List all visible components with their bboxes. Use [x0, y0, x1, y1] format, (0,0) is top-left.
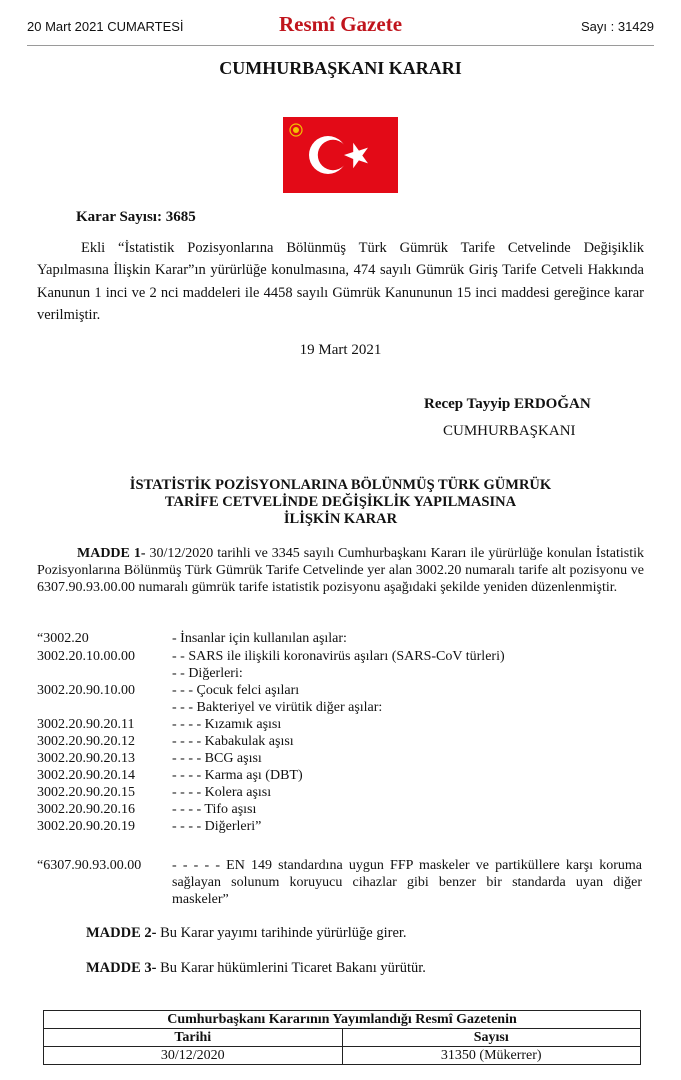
annex-title-line-1: İSTATİSTİK POZİSYONLARINA BÖLÜNMÜŞ TÜRK GÜMRÜK	[129, 477, 552, 493]
tariff-code: 3002.20.90.10.00	[37, 683, 135, 698]
tariff-code: 3002.20.90.20.19	[37, 819, 135, 834]
publication-table-caption: Cumhurbaşkanı Kararının Yayımlandığı Resmî Gazetenin	[44, 1011, 641, 1029]
turkish-flag-icon	[283, 117, 398, 193]
tariff-description: - - - - Kolera aşısı	[172, 785, 272, 800]
tariff-code: 3002.20.90.20.13	[37, 751, 135, 766]
tariff-description: - - - - BCG aşısı	[172, 751, 262, 766]
publication-number-value: 31350 (Mükerrer)	[342, 1047, 641, 1065]
publication-date-value: 30/12/2020	[44, 1047, 343, 1065]
tariff-description: - - - - Kabakulak aşısı	[172, 734, 294, 749]
tariff-description: - - - - - EN 149 standardına uygun FFP maskeler ve partiküllere karşı koruma sağlayan solunum koruyucu cihazlar gibi benzer bir standarda uyan diğer maskeler”	[172, 858, 642, 908]
publication-table	[43, 1010, 641, 1065]
crescent-inner	[318, 140, 348, 170]
tariff-description: - - - - Karma aşı (DBT)	[172, 768, 303, 783]
article-3-label: MADDE 3-	[86, 960, 157, 976]
decision-date: 19 Mart 2021	[299, 342, 382, 358]
tariff-code: 3002.20.90.20.15	[37, 785, 135, 800]
annex-title-line-2: TARİFE CETVELİNDE DEĞİŞİKLİK YAPILMASINA	[164, 494, 517, 510]
publication-date-header: Tarihi	[44, 1029, 343, 1047]
tariff-description: - - Diğerleri:	[172, 666, 243, 681]
article-2	[86, 925, 407, 942]
page-title: CUMHURBAŞKANI KARARI	[219, 58, 462, 78]
gazette-title: Resmî Gazete	[278, 12, 403, 36]
tariff-description: - - - Bakteriyel ve virütik diğer aşılar:	[172, 700, 383, 715]
tariff-description: - - - - Diğerleri”	[172, 819, 262, 834]
publication-number-header: Sayısı	[342, 1029, 641, 1047]
article-1-text: 30/12/2020 tarihli ve 3345 sayılı Cumhurbaşkanı Kararı ile yürürlüğe konulan İstatistik Pozisyonlarına Bölünmüş Türk Gümrük Tarife Cetvelinde yer alan 3002.20 numaralı tarife alt pozisyonu ve 6307.90.93.00.00 numaralı gümrük tarife istatistik pozisyonu aşağıdaki şekilde yeniden düzenlenmiştir.	[37, 546, 644, 596]
tariff-code: 3002.20.90.20.16	[37, 802, 135, 817]
tariff-description: - - SARS ile ilişkili koronavirüs aşıları (SARS-CoV türleri)	[172, 649, 505, 664]
tariff-description: - - - - Tifo aşısı	[172, 802, 257, 817]
article-1	[37, 545, 644, 597]
tariff-code: 3002.20.10.00.00	[37, 649, 135, 664]
decision-text: Ekli “İstatistik Pozisyonlarına Bölünmüş Türk Gümrük Tarife Cetvelinde Değişiklik Yapılmasına İlişkin Karar”ın yürürlüğe konulmasına, 474 sayılı Gümrük Giriş Tarife Cetveli Hakkında Kanunun 1 inci ve 2 nci maddeleri ile 4458 sayılı Gümrük Kanununun 15 inci maddesi gereğince karar verilmiştir.	[37, 240, 644, 324]
article-3	[86, 960, 426, 977]
signer-name: Recep Tayyip ERDOĞAN	[424, 396, 591, 412]
tariff-description: - - - Çocuk felci aşıları	[172, 683, 300, 698]
article-2-label: MADDE 2-	[86, 925, 157, 941]
tariff-description: - - - - Kızamık aşısı	[172, 717, 282, 732]
header-date: 20 Mart 2021 CUMARTESİ	[27, 19, 184, 34]
tariff-code: 3002.20.90.20.14	[37, 768, 135, 783]
signer-title: CUMHURBAŞKANI	[443, 423, 576, 439]
article-1-label: MADDE 1-	[77, 546, 146, 561]
tariff-code: “3002.20	[37, 631, 89, 646]
decision-number: Karar Sayısı: 3685	[76, 209, 196, 225]
tariff-description: - İnsanlar için kullanılan aşılar:	[172, 631, 347, 646]
issue-number: Sayı : 31429	[581, 19, 654, 34]
header-divider	[27, 45, 654, 46]
tariff-code: 3002.20.90.20.11	[37, 717, 135, 732]
tariff-code: 3002.20.90.20.12	[37, 734, 135, 749]
article-2-text: Bu Karar yayımı tarihinde yürürlüğe girer.	[156, 925, 407, 941]
tariff-code: “6307.90.93.00.00	[37, 858, 142, 873]
article-3-text: Bu Karar hükümlerini Ticaret Bakanı yürütür.	[156, 960, 426, 976]
annex-title-line-3: İLİŞKİN KARAR	[283, 511, 398, 527]
